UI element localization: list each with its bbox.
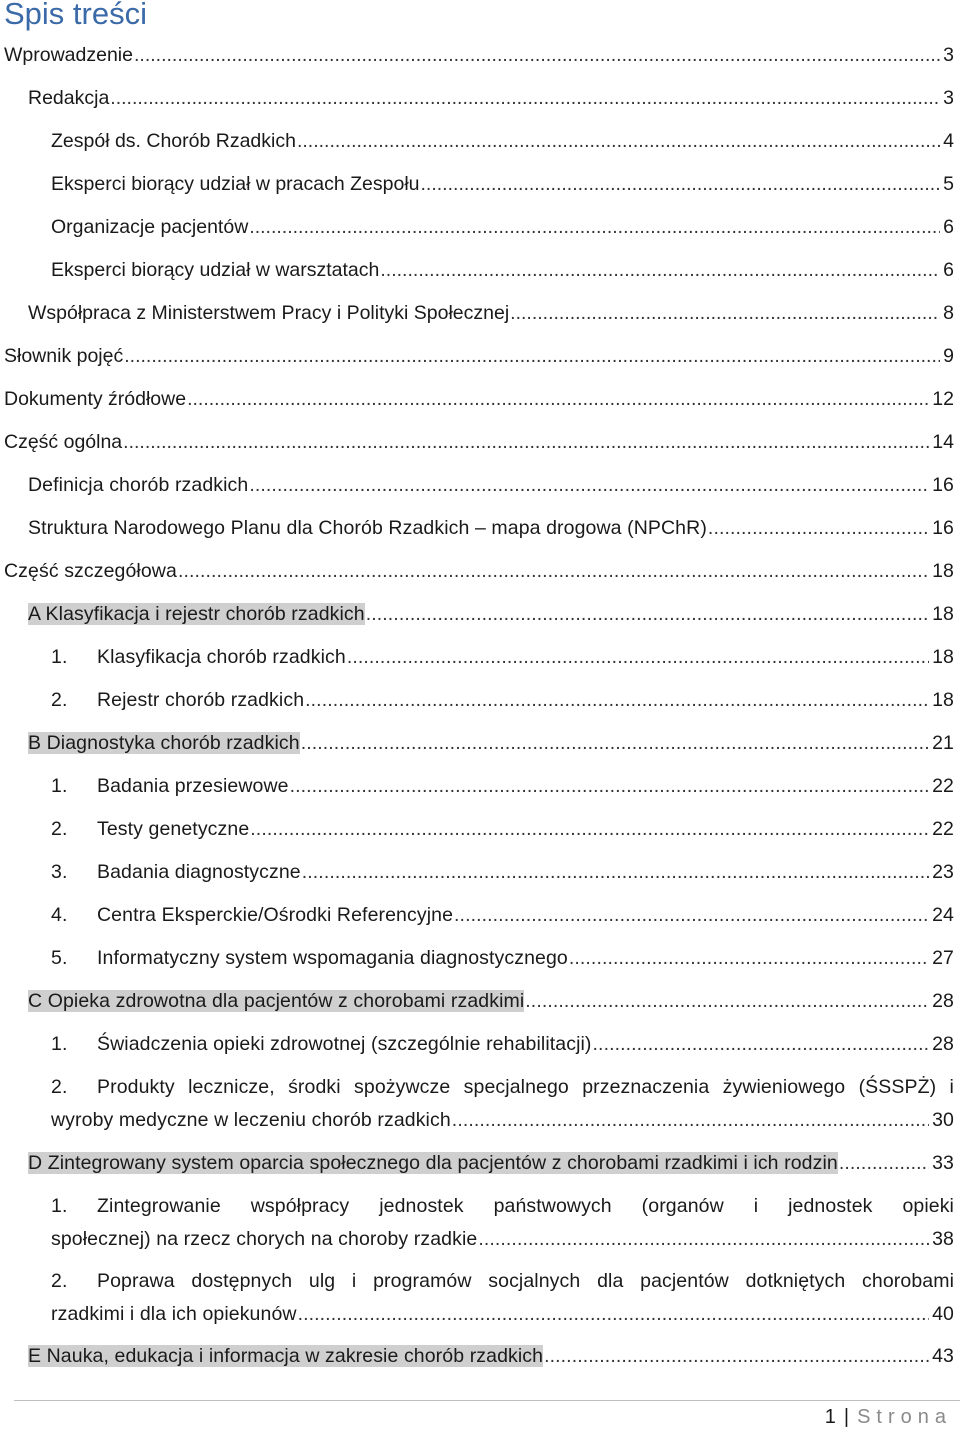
toc-entry[interactable] (28, 990, 954, 1012)
toc-entry[interactable] (28, 87, 954, 109)
toc-entry-number: 5. (51, 947, 68, 969)
toc-entry-page: 3 (943, 87, 954, 109)
toc-entry-title: Badania diagnostyczne (97, 861, 301, 883)
toc-entry-title: Dokumenty źródłowe (4, 388, 187, 410)
toc-entry[interactable] (4, 388, 954, 410)
toc-entry-title: Słownik pojęć (4, 345, 124, 367)
toc-entry[interactable] (51, 173, 954, 195)
toc-entry-title-line1: Poprawa dostępnych ulg i programów socjalnych dla pacjentów dotkniętych chorobami (97, 1270, 954, 1292)
toc-entry-title-line2: wyroby medyczne w leczeniu chorób rzadkich (51, 1109, 451, 1131)
toc-entry-page: 22 (932, 775, 954, 797)
toc-entry-number: 1. (51, 775, 68, 797)
toc-entry-title: Część szczegółowa (4, 560, 177, 582)
toc-entry-number: 1. (51, 646, 68, 668)
toc-entry-title: Badania przesiewowe (97, 775, 289, 797)
toc-entry-title: A Klasyfikacja i rejestr chorób rzadkich (28, 603, 365, 625)
toc-entry-page: 40 (932, 1303, 954, 1325)
toc-entry[interactable] (28, 1152, 954, 1174)
toc-entry-title: Informatyczny system wspomagania diagnostycznego (97, 947, 568, 969)
toc-entry[interactable] (51, 818, 954, 840)
toc-entry-page: 18 (932, 689, 954, 711)
page-title: Spis treści (4, 0, 147, 31)
toc-entry-number: 2. (51, 1270, 68, 1292)
page-footer (825, 1406, 952, 1429)
toc-entry-number: 4. (51, 904, 68, 926)
toc-entry-number: 1. (51, 1195, 68, 1217)
toc-entry-page: 14 (932, 431, 954, 453)
toc-entry-page: 16 (932, 517, 954, 539)
toc-entry[interactable] (28, 1345, 954, 1367)
toc-entry-page: 18 (932, 560, 954, 582)
toc-entry-page: 12 (932, 388, 954, 410)
toc-entry[interactable] (28, 603, 954, 625)
toc-entry[interactable] (51, 1076, 954, 1131)
toc-entry-title: E Nauka, edukacja i informacja w zakresie chorób rzadkich (28, 1345, 544, 1367)
toc-entry-title: Organizacje pacjentów (51, 216, 249, 238)
toc-entry-page: 3 (943, 44, 954, 66)
toc-entry-page: 18 (932, 646, 954, 668)
toc-entry[interactable] (51, 216, 954, 238)
toc-entry[interactable] (28, 732, 954, 754)
toc-entry[interactable] (51, 130, 954, 152)
toc-entry-page: 38 (932, 1228, 954, 1250)
toc-entry-title: Definicja chorób rzadkich (28, 474, 249, 496)
toc-entry-page: 16 (932, 474, 954, 496)
toc-entry-number: 3. (51, 861, 68, 883)
toc-entry-page: 6 (943, 259, 954, 281)
toc-entry-number: 2. (51, 689, 68, 711)
toc-entry-title: D Zintegrowany system oparcia społecznego dla pacjentów z chorobami rzadkimi i ich rodzin (28, 1152, 838, 1174)
toc-entry[interactable] (51, 259, 954, 281)
toc-entry[interactable] (51, 689, 954, 711)
toc-entry-page: 30 (932, 1109, 954, 1131)
toc-entry[interactable] (4, 345, 954, 367)
toc-entry[interactable] (4, 560, 954, 582)
toc-entry-title: Eksperci biorący udział w pracach Zespołu (51, 173, 420, 195)
toc-entry[interactable] (51, 1033, 954, 1055)
toc-entry-title: Redakcja (28, 87, 110, 109)
toc-entry-page: 23 (932, 861, 954, 883)
toc-entry[interactable] (51, 904, 954, 926)
toc-entry-page: 22 (932, 818, 954, 840)
toc-entry-page: 27 (932, 947, 954, 969)
toc-entry-title: C Opieka zdrowotna dla pacjentów z chorobami rzadkimi (28, 990, 525, 1012)
toc-entry-title: Część ogólna (4, 431, 123, 453)
toc-entry-page: 28 (932, 1033, 954, 1055)
toc-entry[interactable] (51, 947, 954, 969)
toc-entry-number: 2. (51, 818, 68, 840)
toc-entry-title: Klasyfikacja chorób rzadkich (97, 646, 346, 668)
toc-entry[interactable] (28, 474, 954, 496)
toc-entry-title: Struktura Narodowego Planu dla Chorób Rzadkich – mapa drogowa (NPChR) (28, 517, 707, 539)
toc-entry-page: 8 (943, 302, 954, 324)
toc-entry-title-line1: Produkty lecznicze, środki spożywcze specjalnego przeznaczenia żywieniowego (ŚSSPŻ) i (97, 1076, 954, 1098)
toc-entry-title-line2: rzadkimi i dla ich opiekunów (51, 1303, 297, 1325)
toc-entry[interactable] (28, 302, 954, 324)
footer-divider (14, 1400, 960, 1401)
footer-separator: | (843, 1406, 850, 1428)
toc-entry-title: Rejestr chorób rzadkich (97, 689, 305, 711)
toc-entry-page: 28 (932, 990, 954, 1012)
toc-entry-number: 1. (51, 1033, 68, 1055)
toc-entry-title: Centra Eksperckie/Ośrodki Referencyjne (97, 904, 454, 926)
footer-label: Strona (857, 1406, 952, 1428)
toc-entry-page: 5 (943, 173, 954, 195)
toc-entry-title-line2: społecznej) na rzecz chorych na choroby rzadkie (51, 1228, 478, 1250)
toc-entry-page: 24 (932, 904, 954, 926)
toc-entry-page: 43 (932, 1345, 954, 1367)
footer-page-number: 1 (824, 1406, 836, 1428)
toc-entry[interactable] (51, 1270, 954, 1325)
toc-entry-number: 2. (51, 1076, 68, 1098)
toc-entry-page: 4 (943, 130, 954, 152)
toc-entry-title: Świadczenia opieki zdrowotnej (szczególnie rehabilitacji) (97, 1033, 592, 1055)
toc-entry[interactable] (4, 44, 954, 66)
toc-entry-page: 21 (932, 732, 954, 754)
toc-entry[interactable] (51, 775, 954, 797)
toc-entry[interactable] (51, 1195, 954, 1250)
toc-entry-title: B Diagnostyka chorób rzadkich (28, 732, 300, 754)
toc-entry-title: Eksperci biorący udział w warsztatach (51, 259, 380, 281)
toc-entry-page: 18 (932, 603, 954, 625)
toc-entry[interactable] (4, 431, 954, 453)
toc-entry[interactable] (51, 646, 954, 668)
toc-entry-page: 6 (943, 216, 954, 238)
toc-entry[interactable] (51, 861, 954, 883)
toc-entry-page: 33 (932, 1152, 954, 1174)
toc-entry-title-line1: Zintegrowanie współpracy jednostek państwowych (organów i jednostek opieki (97, 1195, 954, 1217)
toc-entry-title: Współpraca z Ministerstwem Pracy i Polityki Społecznej (28, 302, 510, 324)
toc-entry[interactable] (28, 517, 954, 539)
toc-entry-page: 9 (943, 345, 954, 367)
toc-entry-title: Testy genetyczne (97, 818, 250, 840)
toc-entry-title: Zespół ds. Chorób Rzadkich (51, 130, 296, 152)
toc-entry-title: Wprowadzenie (4, 44, 133, 66)
